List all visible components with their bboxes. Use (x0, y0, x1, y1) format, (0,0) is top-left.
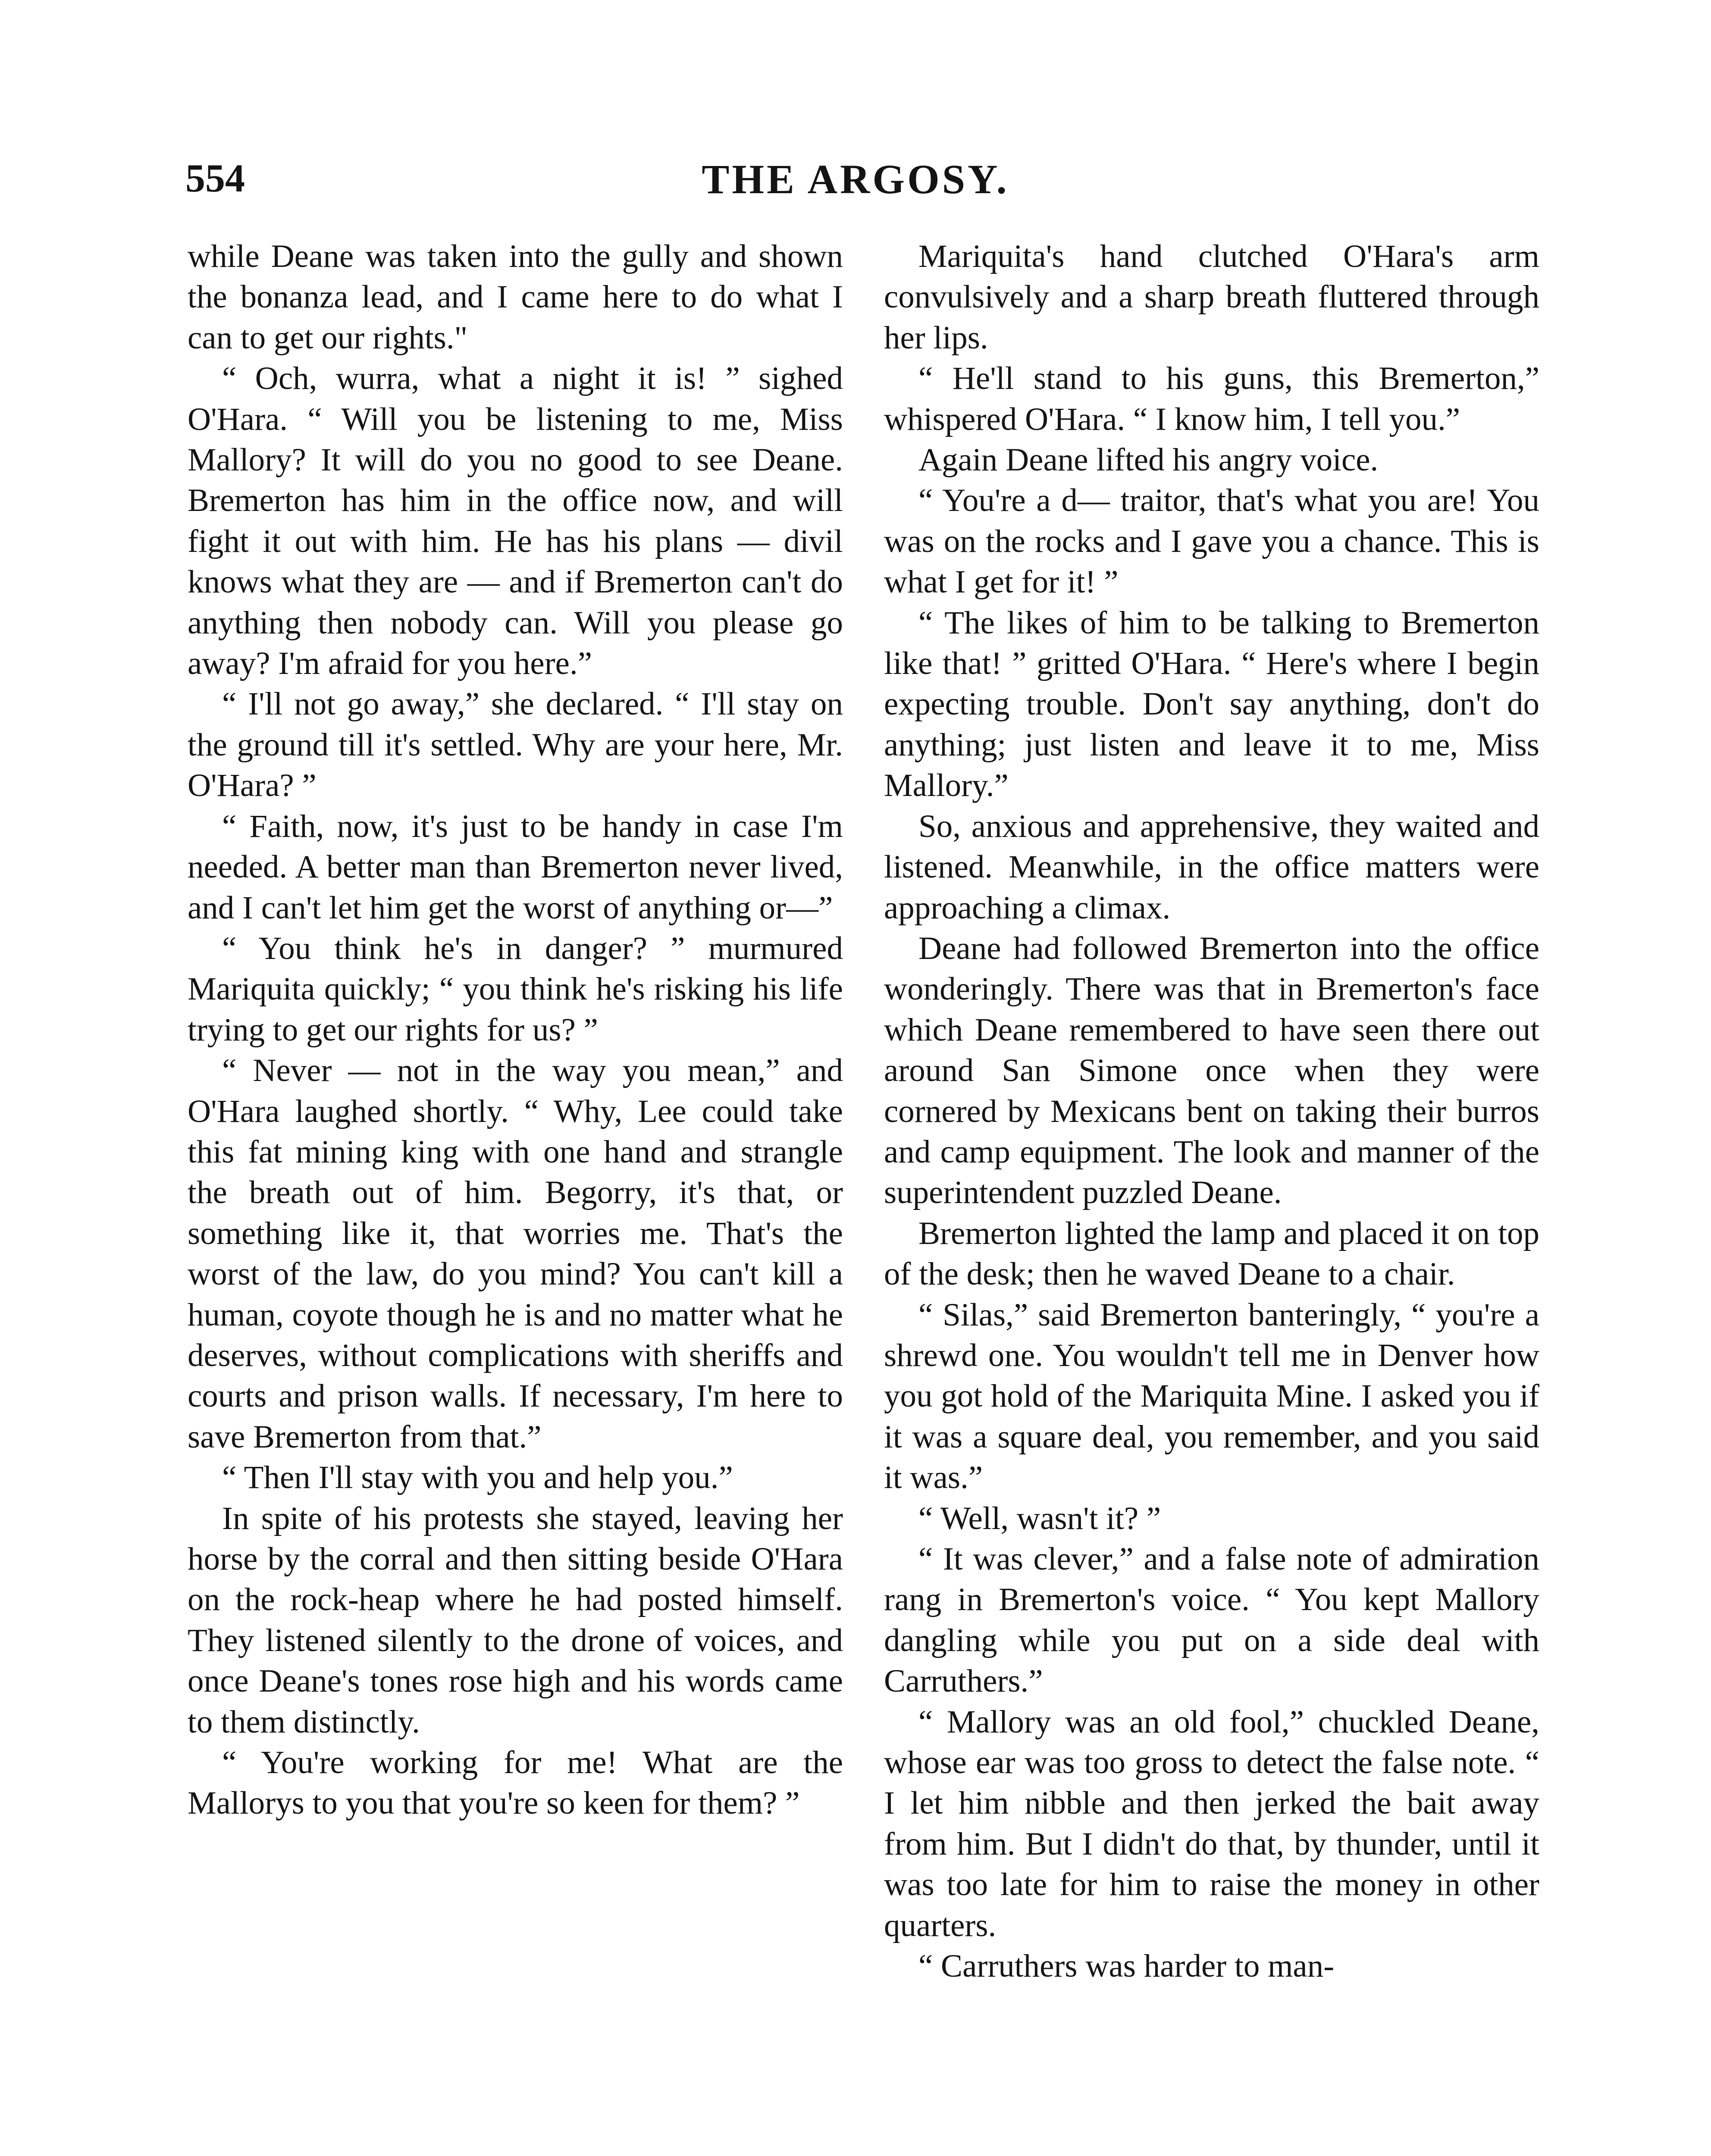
paragraph: “ Mallory was an old fool,” chuckled Deane, whose ear was too gross to detect the false note. “ I let him nibble and then jerked the bait away from him. But I didn't do that, by thunder, until it was too late for him to raise the money in other quarters. (884, 1704, 1539, 1943)
paragraph: “ You think he's in danger? ” murmured Mariquita quickly; “ you think he's risking his life trying to get our rights for us? ” (188, 930, 843, 1048)
right-column (884, 236, 1539, 1987)
paragraph: Bremerton lighted the lamp and placed it on top of the desk; then he waved Deane to a chair. (884, 1215, 1539, 1292)
running-title: THE ARGOSY. (702, 156, 1009, 202)
paragraph: “ Och, wurra, what a night it is! ” sighed O'Hara. “ Will you be listening to me, Miss Mallory? It will do you no good to see Deane. Bremerton has him in the office now, and will fight it out with him. He has his plans — divil knows what they are — and if Bremerton can't do anything then nobody can. Will you please go away? I'm afraid for you here.” (188, 360, 843, 682)
paragraph: “ I'll not go away,” she declared. “ I'll stay on the ground till it's settled. Why are your here, Mr. O'Hara? ” (188, 686, 843, 804)
paragraph: while Deane was taken into the gully and shown the bonanza lead, and I came here to do what I can to get our rights." (188, 238, 843, 356)
paragraph: “ Carruthers was harder to man- (918, 1948, 1335, 1984)
paragraph: “ It was clever,” and a false note of admiration rang in Bremerton's voice. “ You kept Mallory dangling while you put on a side deal with Carruthers.” (884, 1541, 1539, 1699)
paragraph: “ He'll stand to his guns, this Bremerton,” whispered O'Hara. “ I know him, I tell you.” (884, 360, 1539, 437)
paragraph: “ You're working for me! What are the Mallorys to you that you're so keen for them? ” (188, 1745, 843, 1821)
paragraph: Mariquita's hand clutched O'Hara's arm convulsively and a sharp breath fluttered through her lips. (884, 238, 1539, 356)
paragraph: “ The likes of him to be talking to Bremerton like that! ” gritted O'Hara. “ Here's where I begin expecting trouble. Don't say anything, don't do anything; just listen and leave it to me, Miss Mallory.” (884, 605, 1539, 804)
paragraph: “ Never — not in the way you mean,” and O'Hara laughed shortly. “ Why, Lee could take this fat mining king with one hand and strangle the breath out of him. Begorry, it's that, or something like it, that worries me. That's the worst of the law, do you mind? You can't kill a human, coyote though he is and no matter what he deserves, without complications with sheriffs and courts and prison walls. If necessary, I'm here to save Bremerton from that.” (188, 1053, 843, 1455)
paragraph: Deane had followed Bremerton into the office wonderingly. There was that in Bremerton's face which Deane remembered to have seen there out around San Simone once when they were cornered by Mexicans bent on taking their burros and camp equipment. The look and manner of the superintendent puzzled Deane. (884, 930, 1539, 1211)
left-column (188, 236, 843, 1824)
paragraph: “ Silas,” said Bremerton banteringly, “ you're a shrewd one. You wouldn't tell me in Denver how you got hold of the Mariquita Mine. I asked you if it was a square deal, you remember, and you said it was.” (884, 1297, 1539, 1496)
paragraph: “ Faith, now, it's just to be handy in case I'm needed. A better man than Bremerton never lived, and I can't let him get the worst of anything or—” (188, 808, 843, 926)
paragraph: Again Deane lifted his angry voice. (918, 442, 1379, 478)
page-number: 554 (185, 156, 245, 200)
paragraph: “ Then I'll stay with you and help you.” (222, 1460, 733, 1496)
paragraph: “ You're a d— traitor, that's what you are! You was on the rocks and I gave you a chance. This is what I get for it! ” (884, 483, 1539, 600)
page-header (0, 155, 1711, 207)
paragraph: In spite of his protests she stayed, leaving her horse by the corral and then sitting beside O'Hara on the rock-heap where he had posted himself. They listened silently to the drone of voices, and once Deane's tones rose high and his words came to them distinctly. (188, 1500, 843, 1740)
paragraph: So, anxious and apprehensive, they waited and listened. Meanwhile, in the office matters were approaching a climax. (884, 808, 1539, 926)
paragraph: “ Well, wasn't it? ” (918, 1500, 1161, 1536)
